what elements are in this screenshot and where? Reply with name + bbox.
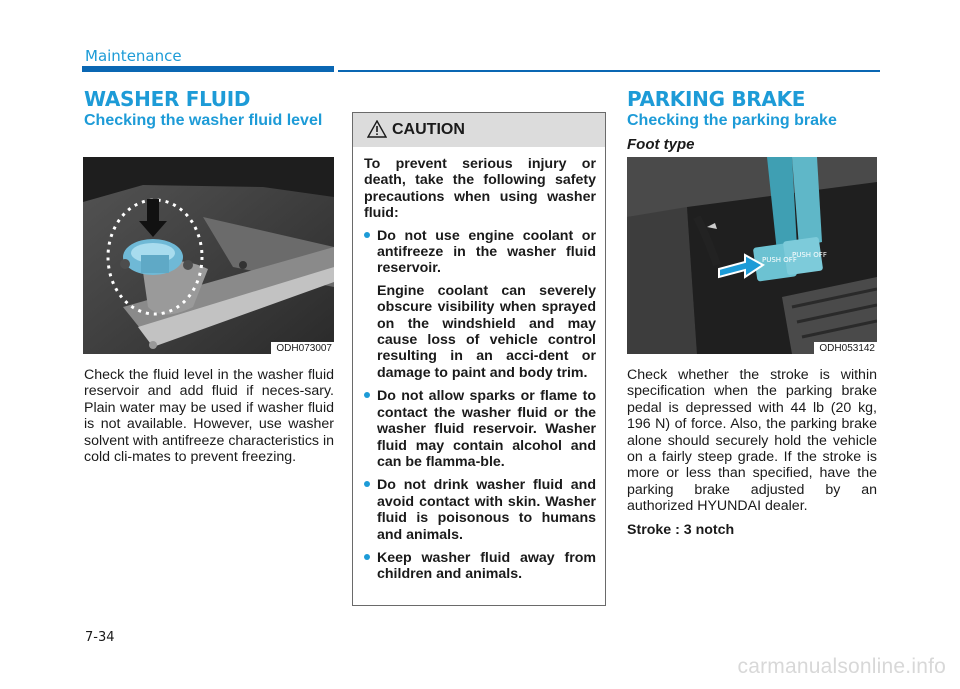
- caution-title: CAUTION: [392, 121, 465, 138]
- warning-triangle-icon: [367, 120, 387, 143]
- parking-brake-body: [627, 367, 877, 538]
- parking-brake-body-text: Check whether the stroke is within specification when the parking brake pedal is depressed with 44 lb (20 kg, 196 N) of force. Also, the parking brake alone should securely hold the vehicle on a fairly steep grade. If the stroke is more or less than specified, have the parking brake adjusted by an authorized HYUNDAI dealer.: [627, 367, 877, 515]
- photo-code-right: ODH053142: [814, 342, 877, 354]
- caution-item-extra: Engine coolant can severely obscure visibility when sprayed on the windshield and may cause loss of vehicle control resulting in an acci-dent or damage to paint and body trim.: [377, 282, 596, 381]
- washer-fluid-subtitle: Checking the washer fluid level: [84, 112, 323, 129]
- watermark: carmanualsonline.info: [737, 655, 946, 678]
- page-number: 7-34: [85, 630, 115, 645]
- bullet-icon: [364, 481, 370, 487]
- caution-body: [353, 147, 605, 583]
- caution-item-text: Do not drink washer fluid and avoid contact with skin. Washer fluid is poisonous to humans and animals.: [377, 477, 596, 543]
- caution-box: [352, 112, 606, 606]
- caution-intro: To prevent serious injury or death, take the following safety precautions when using washer fluid:: [364, 156, 596, 222]
- caution-item-text: Keep washer fluid away from children and animals.: [377, 549, 596, 583]
- pedal-label-2: PUSH OFF: [792, 251, 827, 259]
- pedal-label-1: PUSH OFF: [762, 256, 797, 264]
- caution-item: [364, 477, 596, 543]
- parking-brake-title: PARKING BRAKE: [627, 87, 806, 111]
- washer-fluid-body: [84, 367, 334, 465]
- photo-code-left: ODH073007: [271, 342, 334, 354]
- stroke-spec: Stroke : 3 notch: [627, 521, 735, 538]
- washer-reservoir-photo: [83, 157, 334, 354]
- section-header-label: Maintenance: [85, 47, 182, 65]
- caution-item: [364, 388, 596, 470]
- foot-type-label: Foot type: [627, 136, 695, 153]
- bullet-icon: [364, 232, 370, 238]
- bullet-icon: [364, 392, 370, 398]
- header-rule-thin: [338, 70, 880, 72]
- caution-item: [364, 228, 596, 382]
- bullet-icon: [364, 554, 370, 560]
- caution-item: [364, 550, 596, 583]
- parking-brake-subtitle: Checking the parking brake: [627, 112, 837, 129]
- caution-header: [353, 113, 605, 147]
- header-rule-thick: [82, 66, 334, 72]
- washer-fluid-title: WASHER FLUID: [84, 87, 251, 111]
- caution-list: [364, 228, 596, 583]
- parking-brake-photo: [627, 157, 877, 354]
- caution-item-text: Do not allow sparks or flame to contact the washer fluid or the washer fluid reservoir. Washer fluid may contain alcohol and can be flamma-ble.: [377, 388, 596, 470]
- caution-item-text: Do not use engine coolant or antifreeze in the washer fluid reservoir.: [377, 227, 596, 277]
- washer-fluid-body-text: Check the fluid level in the washer fluid reservoir and add fluid if neces-sary. Plain water may be used if washer fluid is not available. However, use washer solvent with antifreeze characteristics in cold cli-mates to prevent freezing.: [84, 367, 334, 466]
